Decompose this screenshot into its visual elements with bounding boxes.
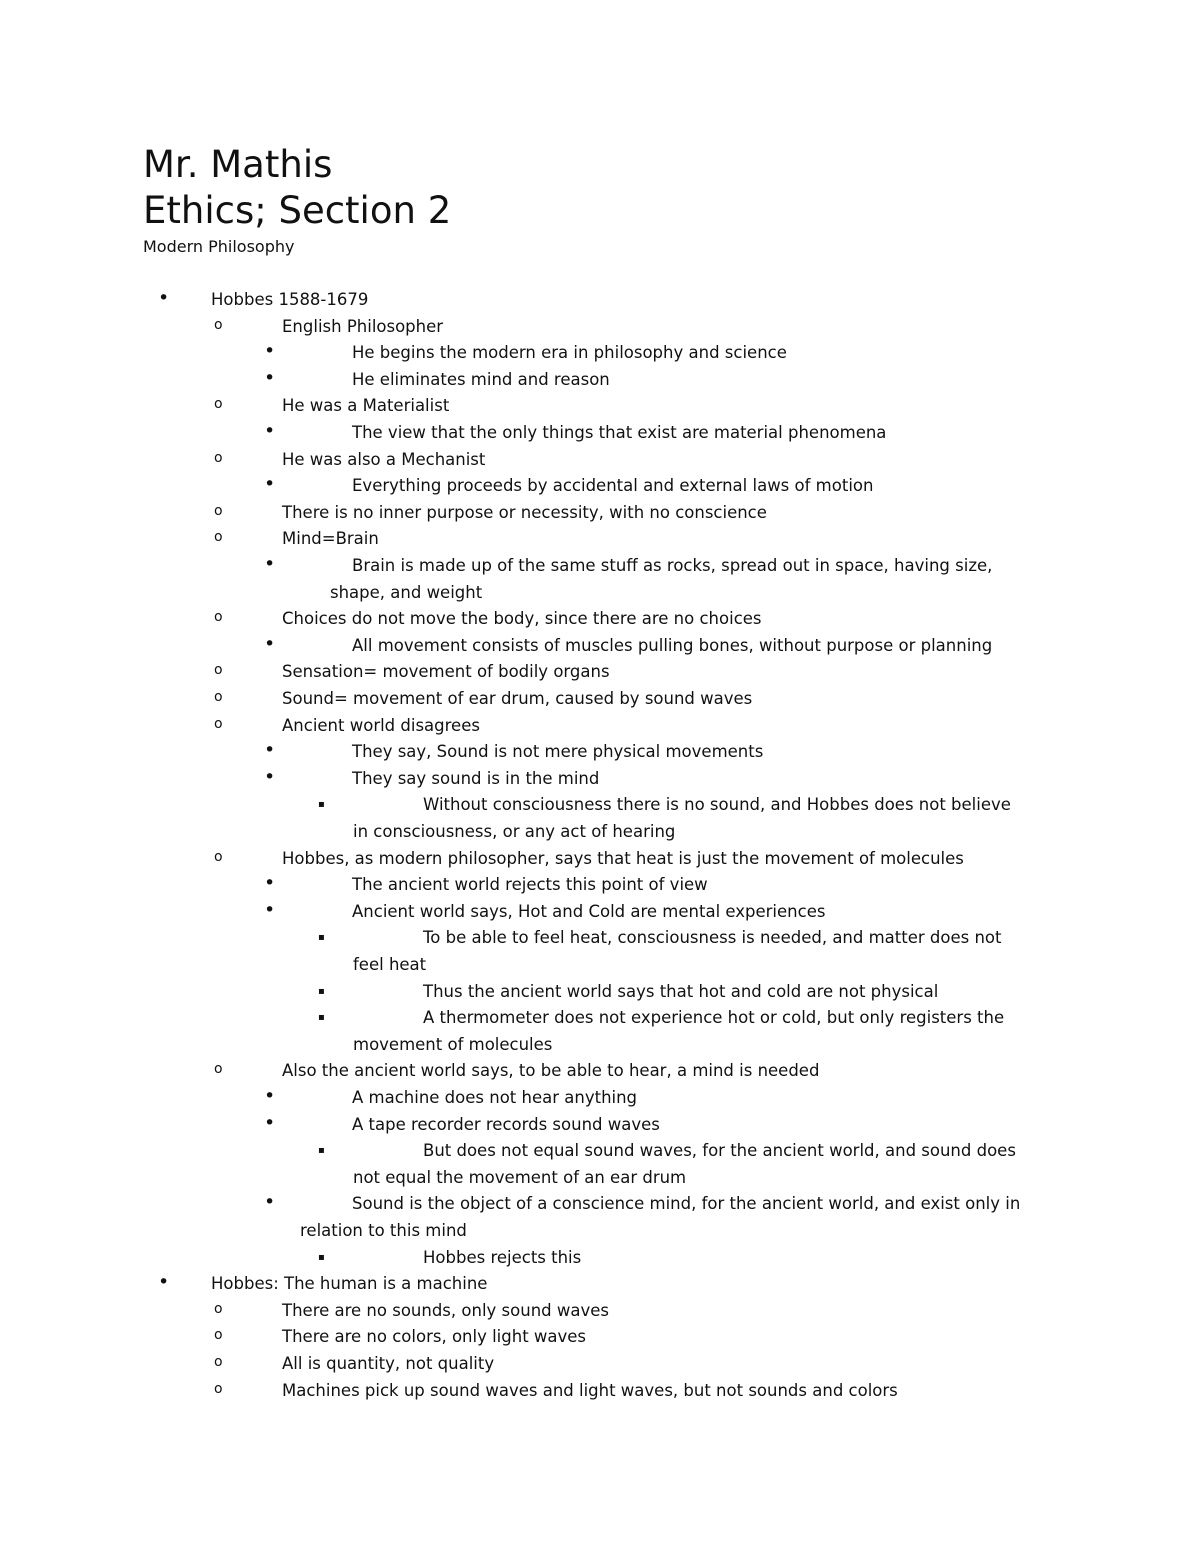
- outline-item-text: Brain is made up of the same stuff as rocks, spread out in space, having size,: [352, 556, 993, 575]
- bullet-level4-icon: ▪: [318, 1012, 325, 1024]
- outline-item-text: Ancient world disagrees: [282, 715, 480, 735]
- bullet-level2-icon: o: [214, 715, 223, 732]
- bullet-level2-icon: o: [214, 449, 223, 466]
- outline-item-text: There is no inner purpose or necessity, with no conscience: [282, 502, 767, 522]
- bullet-level3-icon: •: [264, 420, 276, 442]
- outline-item-text: A machine does not hear anything: [352, 1088, 638, 1107]
- outline-item-text: A tape recorder records sound waves: [352, 1114, 660, 1134]
- bullet-level2-icon: o: [214, 396, 223, 413]
- outline-item-text: Also the ancient world says, to be able to hear, a mind is needed: [282, 1061, 820, 1081]
- bullet-level3-icon: •: [264, 553, 276, 575]
- bullet-level4-icon: ▪: [318, 799, 325, 811]
- outline-item-text: But does not equal sound waves, for the ancient world, and sound does: [423, 1141, 1016, 1161]
- outline-item-text: There are no sounds, only sound waves: [282, 1300, 609, 1320]
- bullet-level2-icon: o: [214, 1061, 223, 1078]
- outline-item-text: There are no colors, only light waves: [282, 1327, 587, 1347]
- bullet-level3-icon: •: [264, 632, 276, 655]
- bullet-level4-icon: ▪: [318, 1145, 325, 1157]
- outline-item-continuation: not equal the movement of an ear drum: [353, 1167, 687, 1187]
- bullet-level4-icon: ▪: [318, 1251, 325, 1263]
- outline-item-text: The ancient world rejects this point of view: [352, 875, 708, 895]
- bullet-level4-icon: ▪: [318, 932, 325, 944]
- outline-item-text: He begins the modern era in philosophy and science: [352, 343, 787, 363]
- outline-item-continuation: in consciousness, or any act of hearing: [353, 821, 676, 841]
- bullet-level3-icon: •: [264, 872, 276, 895]
- outline-item-text: All is quantity, not quality: [282, 1354, 495, 1373]
- outline-item-text: Sensation= movement of bodily organs: [282, 662, 610, 682]
- outline-item-text: The view that the only things that exist are material phenomena: [352, 423, 887, 442]
- bullet-level2-icon: o: [214, 848, 223, 865]
- bullet-level2-icon: o: [214, 662, 223, 679]
- outline-item-text: Without consciousness there is no sound, and Hobbes does not believe: [423, 795, 1011, 815]
- outline-item-text: Hobbes, as modern philosopher, says that heat is just the movement of molecules: [282, 848, 964, 868]
- bullet-level3-icon: •: [264, 1191, 276, 1214]
- outline-item-text: Everything proceeds by accidental and external laws of motion: [352, 476, 874, 496]
- outline-item-text: Sound is the object of a conscience mind, for the ancient world, and exist only in: [352, 1194, 1021, 1214]
- outline-item-text: To be able to feel heat, consciousness is needed, and matter does not: [423, 928, 1002, 948]
- bullet-level2-icon: o: [214, 529, 223, 546]
- bullet-level1-icon: •: [158, 287, 170, 309]
- document-subtitle: Modern Philosophy: [143, 237, 295, 256]
- outline-item-text: All movement consists of muscles pulling bones, without purpose or planning: [352, 635, 993, 655]
- bullet-level1-icon: •: [158, 1271, 170, 1294]
- bullet-level2-icon: o: [214, 1327, 223, 1344]
- outline-item-text: They say sound is in the mind: [352, 768, 600, 788]
- outline-item-text: He was a Materialist: [282, 396, 450, 416]
- bullet-level4-icon: ▪: [318, 985, 325, 997]
- bullet-level3-icon: •: [264, 765, 276, 788]
- bullet-level3-icon: •: [264, 1111, 276, 1134]
- bullet-level2-icon: o: [214, 1300, 223, 1317]
- bullet-level3-icon: •: [264, 898, 276, 921]
- bullet-level2-icon: o: [214, 609, 223, 626]
- bullet-level3-icon: •: [264, 739, 276, 762]
- outline-item-text: He eliminates mind and reason: [352, 369, 610, 389]
- outline-item-text: Hobbes: The human is a machine: [211, 1274, 488, 1294]
- outline-item-text: Mind=Brain: [282, 529, 379, 549]
- bullet-level3-icon: •: [264, 473, 276, 496]
- outline-item-text: A thermometer does not experience hot or cold, but only registers the: [423, 1008, 1005, 1028]
- outline-item-continuation: relation to this mind: [300, 1220, 467, 1240]
- outline-item-text: Hobbes rejects this: [423, 1247, 582, 1267]
- outline-item-text: Hobbes 1588-1679: [211, 290, 369, 309]
- course-heading: Ethics; Section 2: [143, 189, 452, 232]
- outline-item-text: Sound= movement of ear drum, caused by sound waves: [282, 689, 753, 708]
- outline-item-continuation: feel heat: [353, 954, 427, 974]
- outline-item-text: He was also a Mechanist: [282, 449, 486, 469]
- bullet-level2-icon: o: [214, 316, 223, 333]
- outline-item-text: Thus the ancient world says that hot and cold are not physical: [423, 981, 939, 1001]
- outline-item-text: Machines pick up sound waves and light waves, but not sounds and colors: [282, 1380, 898, 1400]
- bullet-level3-icon: •: [264, 1085, 276, 1107]
- outline-item-text: Ancient world says, Hot and Cold are mental experiences: [352, 901, 826, 921]
- outline-item-text: Choices do not move the body, since there are no choices: [282, 609, 762, 629]
- bullet-level3-icon: •: [264, 366, 276, 389]
- bullet-level3-icon: •: [264, 340, 276, 363]
- bullet-level2-icon: o: [214, 1380, 223, 1397]
- outline-item-text: They say, Sound is not mere physical movements: [352, 742, 764, 762]
- bullet-level2-icon: o: [214, 1354, 223, 1370]
- bullet-level2-icon: o: [214, 502, 223, 519]
- author-heading: Mr. Mathis: [143, 143, 333, 186]
- outline-item-text: English Philosopher: [282, 316, 444, 336]
- outline-item-continuation: movement of molecules: [353, 1034, 553, 1054]
- outline-item-continuation: shape, and weight: [330, 582, 483, 602]
- bullet-level2-icon: o: [214, 689, 223, 705]
